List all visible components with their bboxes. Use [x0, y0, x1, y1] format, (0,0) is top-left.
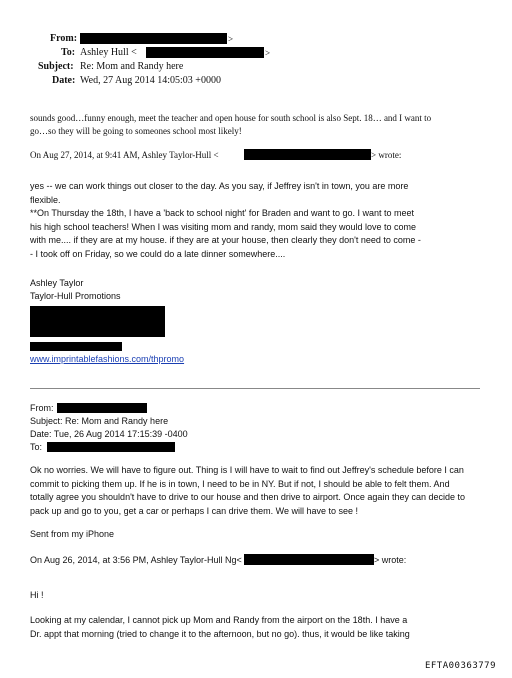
message2-line: flexible. — [30, 194, 61, 205]
message4-body — [30, 614, 410, 641]
message3-line: Ok no worries. We will have to figure out. Thing is I will have to wait to find out Jeffrey's schedule before I can — [30, 465, 464, 475]
quote2-attribution: On Aug 26, 2014, at 3:56 PM, Ashley Taylor-Hull Ng< — [30, 555, 242, 565]
redacted-email-2 — [244, 554, 374, 565]
separator — [30, 388, 480, 389]
to-value: Ashley Hull < — [80, 47, 137, 58]
quote1-attribution: On Aug 27, 2014, at 9:41 AM, Ashley Taylor-Hull < — [30, 150, 219, 160]
forward-from-label: From: — [30, 403, 54, 413]
quote1-wrote: > wrote: — [371, 150, 402, 160]
message4-line: Looking at my calendar, I cannot pick up Mom and Randy from the airport on the 18th. I have a — [30, 615, 408, 625]
redacted-signature-block — [30, 306, 165, 337]
signature-name: Ashley Taylor — [30, 278, 84, 288]
forward-date: Date: Tue, 26 Aug 2014 17:15:39 -0400 — [30, 429, 188, 439]
date-value: Wed, 27 Aug 2014 14:05:03 +0000 — [80, 75, 221, 86]
message3-line: commit to picking them up. If he is in town, I need to be in NY. But if not, I should be able to felt them. And — [30, 478, 450, 489]
to-label: To: — [61, 47, 76, 58]
message3-body — [30, 464, 465, 518]
redacted-email-1 — [244, 149, 371, 160]
redacted-recipient — [146, 47, 264, 58]
message2-line: with me.... if they are at my house. if they are at your house, then clearly they don't need to come - — [30, 235, 421, 245]
forward-subject: Subject: Re: Mom and Randy here — [30, 416, 169, 426]
subject-value: Re: Mom and Randy here — [80, 61, 184, 72]
signature-company: Taylor-Hull Promotions — [30, 291, 121, 301]
from-label: From: — [50, 33, 78, 44]
reply1-line: sounds good…funny enough, meet the teacher and open house for south school is also Sept. 18… and I want to — [30, 113, 432, 123]
message2-body — [30, 180, 421, 261]
date-label: Date: — [52, 75, 76, 86]
message4-greeting: Hi ! — [30, 590, 44, 600]
message4-line: Dr. appt that morning (tried to change it to the afternoon, but no go). thus, it would be like taking — [30, 628, 410, 639]
message2-line: **On Thursday the 18th, I have a 'back to school night' for Braden and want to go. I want to meet — [30, 208, 415, 218]
redacted-forward-recipient — [47, 442, 175, 452]
redacted-signature-line — [30, 342, 122, 351]
to-close-bracket: > — [265, 48, 271, 58]
forward-to-label: To: — [30, 442, 43, 452]
message3-line: pack up and go to you, get a car or perhaps I can drive them. We will have to see ! — [30, 505, 359, 516]
sent-from-iphone: Sent from my iPhone — [30, 529, 115, 539]
reply1-body — [30, 112, 431, 138]
redacted-sender — [80, 33, 227, 44]
document-id: EFTA00363779 — [424, 661, 496, 671]
message2-line: his high school teachers! When I was visiting mom and randy, mom said they would love to come — [30, 221, 417, 232]
reply1-line: go…so they will be going to someones school most likely! — [30, 126, 242, 136]
quote2-wrote: > wrote: — [374, 555, 407, 565]
message3-line: totally agree you shouldn't have to drive to our house and then drive to airport. Once again they can decide to — [30, 492, 465, 502]
from-close-bracket: > — [228, 34, 234, 44]
subject-label: Subject: — [38, 61, 74, 72]
message2-line: yes -- we can work things out closer to the day. As you say, if Jeffrey isn't in town, you are more — [30, 181, 409, 191]
signature-link[interactable]: www.imprintablefashions.com/thpromo — [30, 354, 185, 364]
redacted-forward-sender — [57, 403, 147, 413]
message2-line: - I took off on Friday, so we could do a late dinner somewhere.... — [30, 248, 286, 259]
